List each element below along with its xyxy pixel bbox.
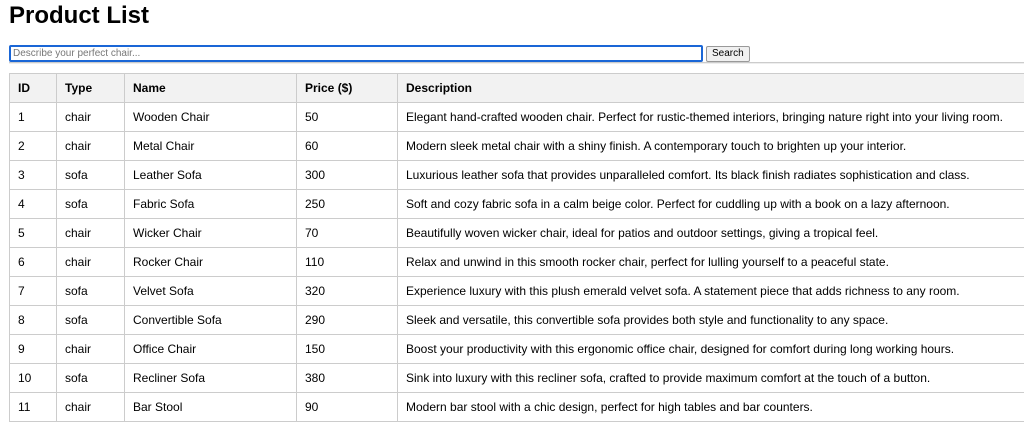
table-row [10, 132, 1024, 161]
cell-type: sofa [57, 190, 125, 219]
table-row [10, 277, 1024, 306]
cell-price: 70 [297, 219, 398, 248]
cell-id: 9 [10, 335, 57, 364]
cell-price: 50 [297, 103, 398, 132]
cell-id: 11 [10, 393, 57, 422]
column-header-type: Type [57, 74, 125, 103]
cell-description: Sink into luxury with this recliner sofa, crafted to provide maximum comfort at the touch of a button. [398, 364, 1024, 393]
table-row [10, 103, 1024, 132]
cell-name: Metal Chair [125, 132, 297, 161]
cell-price: 60 [297, 132, 398, 161]
cell-description: Beautifully woven wicker chair, ideal for patios and outdoor settings, giving a tropical feel. [398, 219, 1024, 248]
cell-id: 7 [10, 277, 57, 306]
cell-price: 300 [297, 161, 398, 190]
cell-id: 2 [10, 132, 57, 161]
table-header-row [10, 74, 1024, 103]
cell-price: 380 [297, 364, 398, 393]
cell-type: sofa [57, 277, 125, 306]
cell-price: 290 [297, 306, 398, 335]
cell-description: Modern bar stool with a chic design, perfect for high tables and bar counters. [398, 393, 1024, 422]
table-row [10, 248, 1024, 277]
cell-price: 90 [297, 393, 398, 422]
cell-description: Sleek and versatile, this convertible sofa provides both style and functionality to any space. [398, 306, 1024, 335]
column-header-description: Description [398, 74, 1024, 103]
cell-name: Bar Stool [125, 393, 297, 422]
cell-id: 10 [10, 364, 57, 393]
cell-type: chair [57, 248, 125, 277]
column-header-price: Price ($) [297, 74, 398, 103]
page-title: Product List [9, 2, 150, 29]
table-row [10, 335, 1024, 364]
cell-name: Wooden Chair [125, 103, 297, 132]
cell-price: 110 [297, 248, 398, 277]
cell-id: 3 [10, 161, 57, 190]
search-button[interactable]: Search [706, 46, 750, 62]
cell-description: Elegant hand-crafted wooden chair. Perfect for rustic-themed interiors, bringing nature right into your living room. [398, 103, 1024, 132]
cell-id: 5 [10, 219, 57, 248]
cell-type: chair [57, 335, 125, 364]
cell-price: 150 [297, 335, 398, 364]
table-row [10, 393, 1024, 422]
cell-name: Rocker Chair [125, 248, 297, 277]
divider [9, 62, 1024, 64]
product-table [9, 73, 1024, 422]
cell-id: 1 [10, 103, 57, 132]
cell-price: 320 [297, 277, 398, 306]
cell-type: chair [57, 219, 125, 248]
search-bar [9, 45, 750, 62]
cell-description: Modern sleek metal chair with a shiny finish. A contemporary touch to brighten up your interior. [398, 132, 1024, 161]
cell-type: sofa [57, 364, 125, 393]
column-header-id: ID [10, 74, 57, 103]
cell-id: 8 [10, 306, 57, 335]
cell-name: Office Chair [125, 335, 297, 364]
cell-type: chair [57, 132, 125, 161]
cell-description: Soft and cozy fabric sofa in a calm beige color. Perfect for cuddling up with a book on a lazy afternoon. [398, 190, 1024, 219]
table-row [10, 219, 1024, 248]
table-row [10, 364, 1024, 393]
cell-name: Fabric Sofa [125, 190, 297, 219]
cell-name: Leather Sofa [125, 161, 297, 190]
cell-description: Boost your productivity with this ergonomic office chair, designed for comfort during long working hours. [398, 335, 1024, 364]
cell-type: sofa [57, 306, 125, 335]
cell-name: Wicker Chair [125, 219, 297, 248]
column-header-name: Name [125, 74, 297, 103]
table-row [10, 306, 1024, 335]
cell-price: 250 [297, 190, 398, 219]
table-row [10, 190, 1024, 219]
cell-type: chair [57, 393, 125, 422]
cell-description: Luxurious leather sofa that provides unparalleled comfort. Its black finish radiates sophistication and class. [398, 161, 1024, 190]
cell-name: Velvet Sofa [125, 277, 297, 306]
cell-id: 6 [10, 248, 57, 277]
search-input[interactable] [9, 45, 703, 62]
cell-description: Experience luxury with this plush emerald velvet sofa. A statement piece that adds richness to any room. [398, 277, 1024, 306]
cell-id: 4 [10, 190, 57, 219]
cell-type: chair [57, 103, 125, 132]
cell-description: Relax and unwind in this smooth rocker chair, perfect for lulling yourself to a peaceful state. [398, 248, 1024, 277]
cell-name: Convertible Sofa [125, 306, 297, 335]
cell-name: Recliner Sofa [125, 364, 297, 393]
table-row [10, 161, 1024, 190]
cell-type: sofa [57, 161, 125, 190]
